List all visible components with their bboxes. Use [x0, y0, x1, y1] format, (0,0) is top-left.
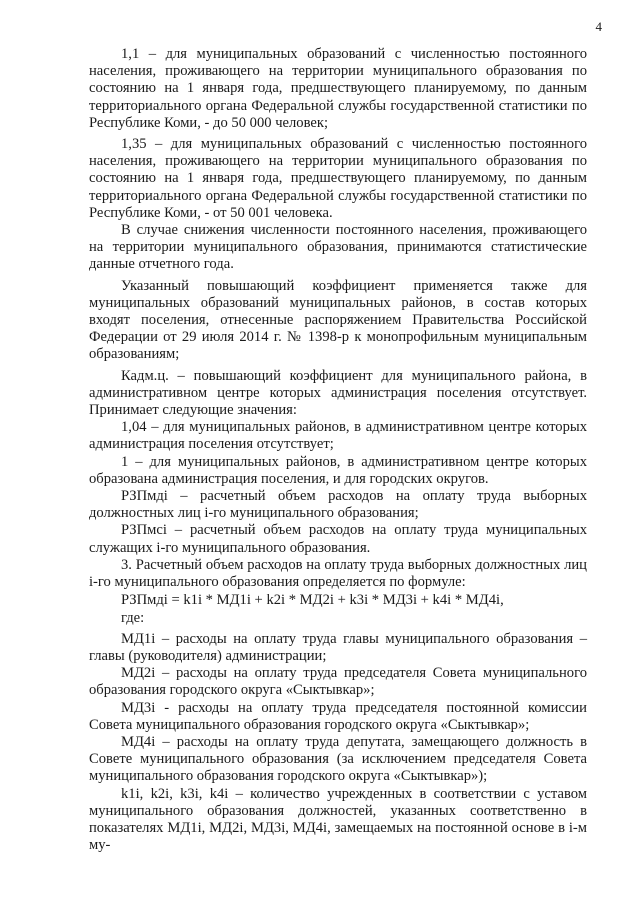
document-body [89, 46, 587, 854]
paragraph: РЗПмсi – расчетный объем расходов на оплату труда муниципальных служащих i-го муниципального образования. [89, 522, 587, 556]
paragraph: МД2i – расходы на оплату труда председателя Совета муниципального образования городского округа «Сыктывкар»; [89, 665, 587, 699]
formula-where: где: [121, 609, 145, 626]
formula: РЗПмдi = k1i * МД1i + k2i * МД2i + k3i * МД3i + k4i * МД4i, [121, 592, 504, 609]
paragraph: 3. Расчетный объем расходов на оплату труда выборных должностных лиц i-го муниципального образования определяется по формуле: [89, 556, 587, 591]
paragraph: РЗПмдi – расчетный объем расходов на оплату труда выборных должностных лиц i-го муниципального образования; [89, 488, 587, 522]
paragraph: 1,35 – для муниципальных образований с численностью постоянного населения, проживающего на территории муниципального образования по состоянию на 1 января года, предшествующего планируемому, по данным территориального органа Федеральной службы государственной статистики по Республике Коми, - от 50 001 человека. [89, 136, 587, 221]
paragraph: 1,04 – для муниципальных районов, в административном центре которых администрация поселения отсутствует; [89, 419, 587, 453]
paragraph: МД4i – расходы на оплату труда депутата, замещающего должность в Совете муниципального образования (за исключением председателя Совета муниципального образования городского округа «Сыктывкар»); [89, 733, 587, 785]
paragraph: Указанный повышающий коэффициент применяется также для муниципальных образований муниципальных районов, в состав которых входят поселения, отнесенные распоряжением Правительства Российской Федерации от 29 июля 2014 г. № 1398-р к монопрофильным муниципальным образованиям; [89, 277, 587, 363]
paragraph: Кадм.ц. – повышающий коэффициент для муниципального района, в административном центре которых администрация поселения отсутствует. Принимает следующие значения: [89, 367, 587, 419]
paragraph: МД3i - расходы на оплату труда председателя постоянной комиссии Совета муниципального образования городского округа «Сыктывкар»; [89, 699, 587, 733]
page-number: 4 [595, 19, 602, 34]
paragraph: МД1i – расходы на оплату труда главы муниципального образования – главы (руководителя) администрации; [89, 630, 587, 664]
paragraph: 1 – для муниципальных районов, в административном центре которых образована администрация поселения, и для городских округов. [89, 453, 587, 487]
paragraph: В случае снижения численности постоянного населения, проживающего на территории муниципального образования, принимаются статистические данные отчетного года. [89, 222, 587, 273]
paragraph: k1i, k2i, k3i, k4i – количество учрежденных в соответствии с уставом муниципального образования должностей, указанных соответственно в показателях МД1i, МД2i, МД3i, МД4i, замещаемых на постоянной основе в i-м му- [89, 785, 587, 854]
paragraph: 1,1 – для муниципальных образований с численностью постоянного населения, проживающего на территории муниципального образования по состоянию на 1 января года, предшествующего планируемому, по данным территориального органа Федеральной службы государственной статистики по Республике Коми, - до 50 000 человек; [89, 46, 587, 131]
